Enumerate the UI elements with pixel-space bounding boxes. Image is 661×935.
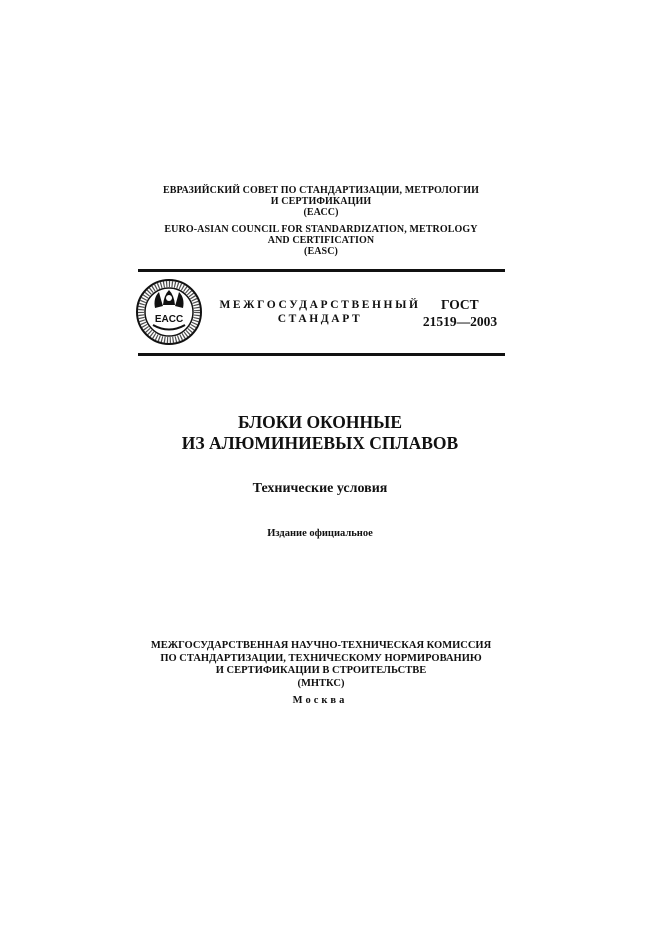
council-ru-line-3: (ЕАСС): [303, 207, 339, 218]
logo-text: EACC: [154, 314, 184, 325]
publisher-commission: [130, 640, 512, 690]
commission-line-3: И СЕРТИФИКАЦИИ В СТРОИТЕЛЬСТВЕ: [215, 665, 427, 676]
council-ru-line-1: ЕВРАЗИЙСКИЙ СОВЕТ ПО СТАНДАРТИЗАЦИИ, МЕТРОЛОГИИ: [162, 185, 480, 196]
council-en-line-3: (EASC): [304, 246, 338, 257]
council-name-ru: [136, 185, 506, 218]
gost-number: 21519—2003: [422, 314, 498, 329]
council-en-line-2: AND CERTIFICATION: [267, 235, 375, 246]
title-line-1: БЛОКИ ОКОННЫЕ: [237, 412, 403, 432]
commission-line-4: (МНТКС): [297, 677, 345, 689]
commission-line-1: МЕЖГОСУДАРСТВЕННАЯ НАУЧНО-ТЕХНИЧЕСКАЯ КОМИССИЯ: [150, 640, 492, 651]
bottom-divider: [138, 353, 505, 356]
easc-emblem-icon: [135, 278, 203, 346]
top-divider: [138, 269, 505, 272]
document-subtitle: Технические условия: [252, 481, 388, 496]
standard-type-line-1: МЕЖГОСУДАРСТВЕННЫЙ: [219, 299, 421, 311]
standard-type-line-2: СТАНДАРТ: [277, 313, 363, 325]
council-name-en: [136, 224, 506, 257]
gost-abbreviation: ГОСТ: [441, 297, 479, 312]
edition-note: Издание официальное: [267, 528, 373, 539]
council-ru-line-2: И СЕРТИФИКАЦИИ: [270, 196, 372, 207]
council-en-line-1: EURO-ASIAN COUNCIL FOR STANDARDIZATION, METROLOGY: [164, 224, 478, 235]
title-line-2: ИЗ АЛЮМИНИЕВЫХ СПЛАВОВ: [181, 433, 459, 453]
standard-type-label: [210, 298, 430, 326]
document-title: [120, 412, 520, 454]
publication-city: Москва: [292, 695, 348, 706]
gost-designation: [410, 296, 510, 330]
commission-line-2: ПО СТАНДАРТИЗАЦИИ, ТЕХНИЧЕСКОМУ НОРМИРОВАНИЮ: [160, 652, 482, 664]
